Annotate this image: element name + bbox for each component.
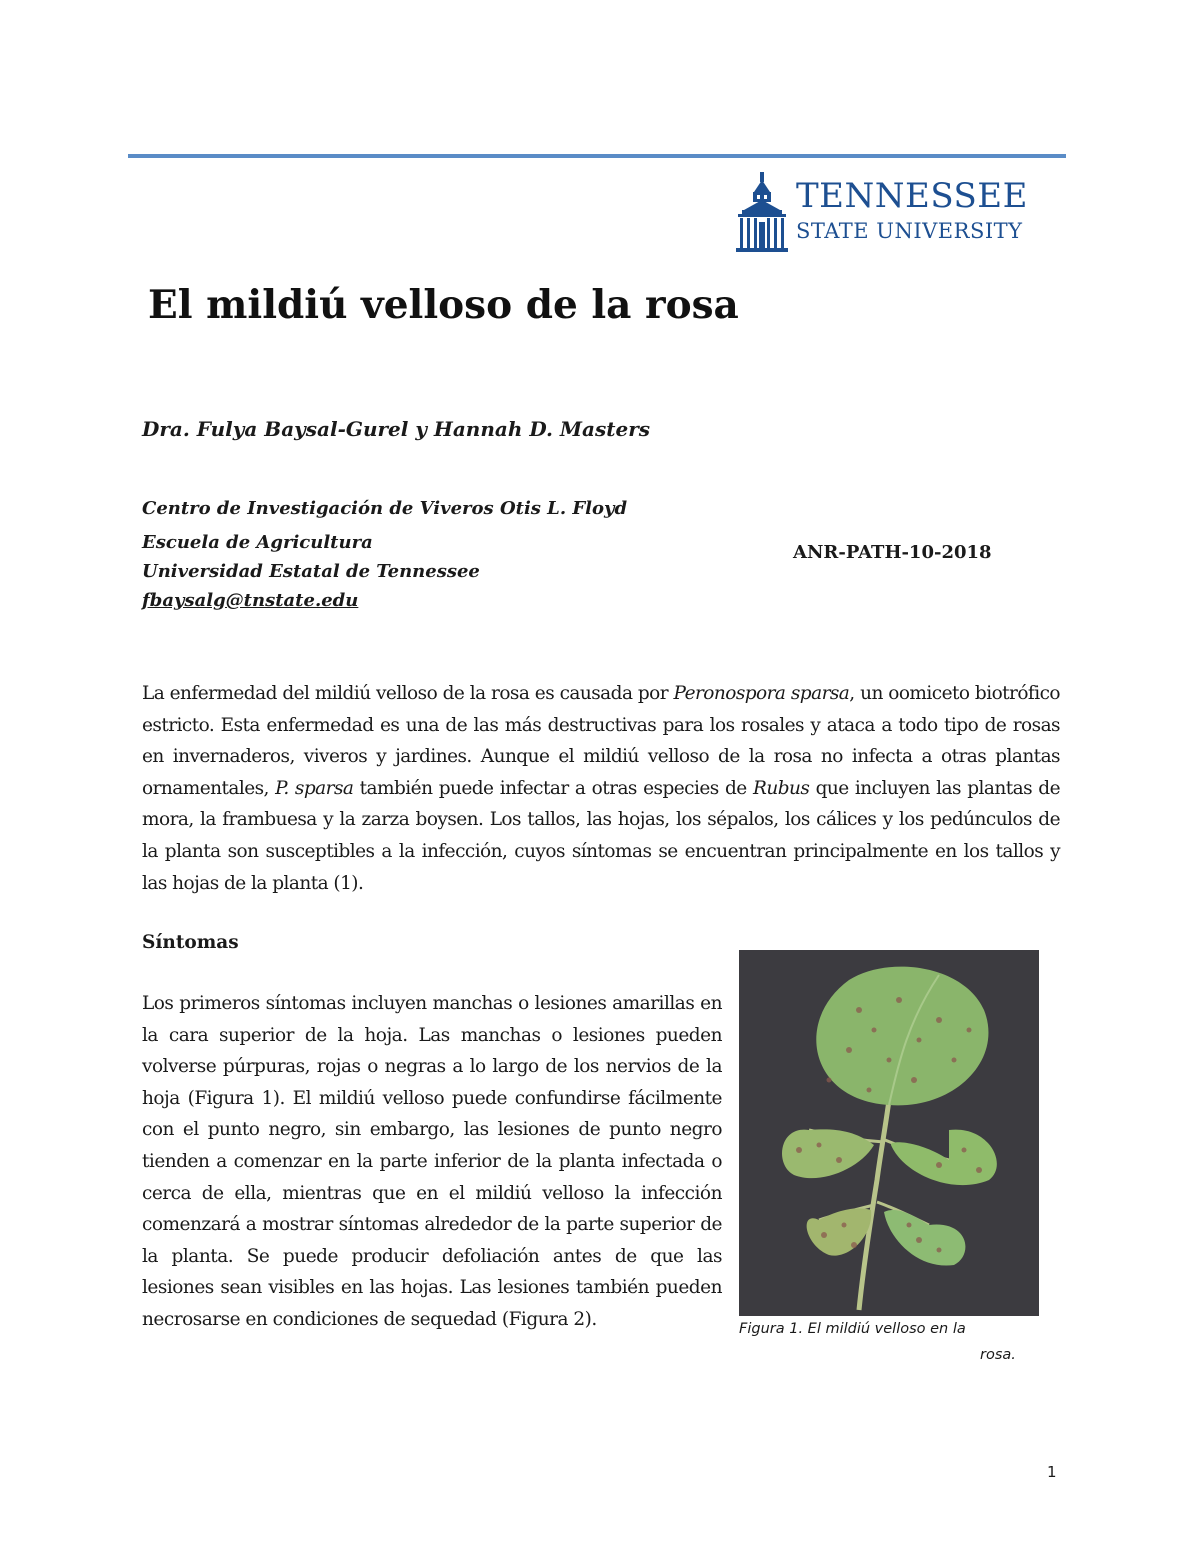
- authors: Dra. Fulya Baysal-Gurel y Hannah D. Masters: [142, 417, 650, 441]
- logo-wordmark: TENNESSEE: [796, 176, 1028, 216]
- species-short-name: P. sparsa: [275, 777, 354, 799]
- document-title: El mildiú velloso de la rosa: [148, 282, 739, 328]
- section-heading-symptoms: Síntomas: [142, 932, 239, 953]
- figure-caption-continued: rosa.: [980, 1347, 1016, 1363]
- leaf-illustration: [739, 950, 1039, 1316]
- header-rule: [128, 154, 1066, 158]
- affiliation-school: Escuela de Agricultura: [142, 532, 373, 553]
- affiliation-university: Universidad Estatal de Tennessee: [142, 561, 480, 582]
- symptoms-paragraph: Los primeros síntomas incluyen manchas o lesiones amarillas en la cara superior de la hoja. Las manchas o lesiones pueden volverse púrpuras, rojas o negras a lo largo de los nervios de la hoja (Figura 1). El mildiú velloso puede confundirse fácilmente con el punto negro, sin embargo, las lesiones de punto negro tienden a comenzar en la parte inferior de la planta infectada o cerca de ella, mientras que en el mildiú velloso la infección comenzará a mostrar síntomas alrededor de la parte superior de la planta. Se puede producir defoliación antes de que las lesiones sean visibles en las hojas. Las lesiones también pueden necrosarse en condiciones de sequedad (Figura 2).: [142, 993, 722, 1330]
- page-number: 1: [1047, 1463, 1057, 1481]
- figure-caption: Figura 1. El mildiú velloso en la: [739, 1321, 966, 1337]
- document-code: ANR-PATH-10-2018: [793, 542, 992, 563]
- author-email-link[interactable]: fbaysalg@tnstate.edu: [142, 590, 359, 611]
- bell-tower-icon: [734, 170, 790, 252]
- genus-name: Rubus: [752, 777, 810, 799]
- university-logo: [734, 170, 1046, 252]
- intro-paragraph: La enfermedad del mildiú velloso de la rosa es causada por Peronospora sparsa, un oomiceto biotrófico estricto. Esta enfermedad es una de las más destructivas para los rosales y ataca a todo tipo de rosas en invernaderos, viveros y jardines. Aunque el mildiú velloso de la rosa no infecta a otras plantas ornamentales, P. sparsa también puede infectar a otras especies de Rubus que incluyen las plantas de mora, la frambuesa y la zarza boysen. Los tallos, las hojas, los sépalos, los cálices y los pedúnculos de la planta son susceptibles a la infección, cuyos síntomas se encuentran principalmente en los tallos y las hojas de la planta (1).: [142, 683, 1060, 894]
- species-name: Peronospora sparsa: [673, 683, 850, 704]
- logo-subtitle: STATE UNIVERSITY: [796, 219, 1023, 243]
- affiliation-center: Centro de Investigación de Viveros Otis L. Floyd: [142, 498, 628, 519]
- rose-leaf-photo: [739, 950, 1039, 1316]
